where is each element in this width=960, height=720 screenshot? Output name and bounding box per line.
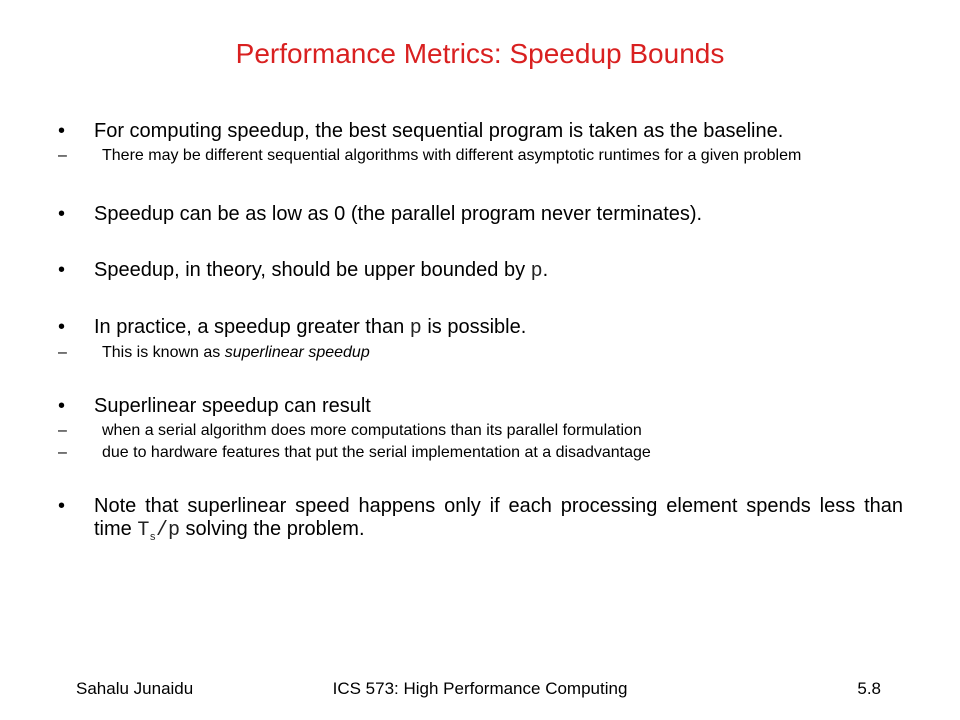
- bullet-icon: •: [58, 203, 66, 225]
- footer-page-number: 5.8: [857, 679, 881, 698]
- bullet-item: [58, 203, 903, 226]
- bullet-item: [58, 259, 903, 283]
- bullet-text-end: .: [542, 259, 549, 281]
- bullet-text: In practice, a speedup greater than: [94, 316, 410, 338]
- bullet-text: Speedup, in theory, should be upper bounded by: [94, 259, 531, 281]
- bullet-text: For computing speedup, the best sequential program is taken as the baseline.: [94, 120, 784, 142]
- slide-title: Performance Metrics: Speedup Bounds: [235, 38, 725, 69]
- sub-bullet: [58, 443, 903, 462]
- sub-bullet-text: There may be different sequential algorithms with different asymptotic runtimes for a given problem: [102, 147, 802, 164]
- bullet-icon: •: [58, 395, 66, 417]
- emphasis-text: superlinear speedup: [224, 344, 370, 361]
- code-variable: p: [530, 260, 543, 283]
- code-rest: /p: [155, 519, 180, 542]
- bullet-item: [58, 120, 903, 143]
- bullet-item: [58, 495, 903, 550]
- bullet-text: Superlinear speedup can result: [94, 395, 371, 417]
- sub-bullet: [58, 343, 903, 362]
- bullet-item: [58, 395, 903, 418]
- code-subscript: s: [149, 532, 156, 544]
- dash-icon: –: [58, 344, 67, 361]
- bullet-list: [58, 120, 903, 550]
- footer-course: ICS 573: High Performance Computing: [332, 679, 628, 698]
- sub-bullet-text: when a serial algorithm does more computations than its parallel formulation: [102, 422, 642, 439]
- bullet-text-end: solving the problem.: [179, 518, 365, 540]
- sub-bullet: [58, 146, 903, 165]
- code-variable: p: [409, 317, 422, 340]
- bullet-icon: •: [58, 259, 66, 281]
- bullet-icon: •: [58, 495, 66, 517]
- sub-bullet: [58, 421, 903, 440]
- dash-icon: –: [58, 444, 67, 461]
- bullet-text: Note that superlinear speed happens only if each processing element spends less than time: [94, 495, 903, 540]
- bullet-icon: •: [58, 316, 66, 338]
- code-main: T: [137, 519, 150, 542]
- dash-icon: –: [58, 147, 67, 164]
- sub-bullet-text: due to hardware features that put the serial implementation at a disadvantage: [102, 444, 651, 461]
- sub-bullet-text: This is known as: [102, 344, 225, 361]
- code-variable: [137, 519, 180, 542]
- dash-icon: –: [58, 422, 67, 439]
- bullet-text: Speedup can be as low as 0 (the parallel program never terminates).: [94, 203, 703, 225]
- footer-author: Sahalu Junaidu: [76, 679, 194, 698]
- bullet-icon: •: [58, 120, 66, 142]
- bullet-text-end: is possible.: [421, 316, 527, 338]
- bullet-item: [58, 316, 903, 340]
